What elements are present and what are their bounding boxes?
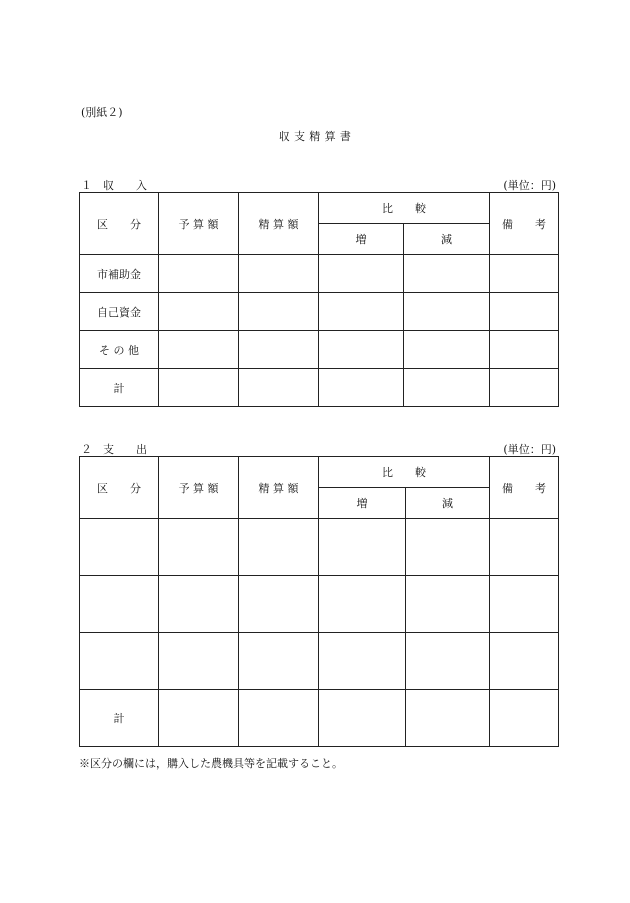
expense-increase-cell[interactable] [319,576,406,633]
income-remarks-cell[interactable] [490,255,559,293]
table-row [80,633,559,690]
table-row [80,255,559,293]
income-settlement-cell[interactable] [239,293,319,331]
income-settlement-cell[interactable] [239,255,319,293]
expense-decrease-cell[interactable] [406,576,490,633]
expense-unit-label: (単位：円) [503,443,556,456]
expense-decrease-cell[interactable] [406,690,490,747]
expense-budget-cell[interactable] [159,633,239,690]
expense-header-settlement: 精 算 額 [239,457,319,519]
income-increase-cell[interactable] [319,293,404,331]
income-increase-cell[interactable] [319,369,404,407]
income-row-label: 自己資金 [80,293,159,331]
income-settlement-cell[interactable] [239,331,319,369]
income-settlement-cell[interactable] [239,369,319,407]
income-header-budget: 予 算 額 [159,193,239,255]
expense-increase-cell[interactable] [319,633,406,690]
table-row [80,331,559,369]
expense-remarks-cell[interactable] [490,690,559,747]
income-remarks-cell[interactable] [490,293,559,331]
income-decrease-cell[interactable] [404,369,490,407]
income-budget-cell[interactable] [159,293,239,331]
expense-row-label[interactable] [80,633,159,690]
expense-section-title: ２ 支 出 [81,443,147,456]
income-budget-cell[interactable] [159,255,239,293]
expense-header-decrease: 減 [406,488,490,519]
income-budget-cell[interactable] [159,369,239,407]
expense-decrease-cell[interactable] [406,633,490,690]
table-row [80,576,559,633]
expense-header-increase: 増 [319,488,406,519]
expense-settlement-cell[interactable] [239,690,319,747]
footnote: ※区分の欄には，購入した農機具等を記載すること。 [79,757,343,770]
income-header-increase: 増 [319,224,404,255]
income-decrease-cell[interactable] [404,331,490,369]
expense-budget-cell[interactable] [159,519,239,576]
income-remarks-cell[interactable] [490,331,559,369]
income-section-title: １ 収 入 [81,179,147,192]
expense-settlement-cell[interactable] [239,576,319,633]
expense-increase-cell[interactable] [319,519,406,576]
income-increase-cell[interactable] [319,255,404,293]
expense-budget-cell[interactable] [159,576,239,633]
income-header-decrease: 減 [404,224,490,255]
expense-increase-cell[interactable] [319,690,406,747]
income-header-remarks: 備 考 [490,193,559,255]
expense-settlement-cell[interactable] [239,519,319,576]
income-decrease-cell[interactable] [404,255,490,293]
income-increase-cell[interactable] [319,331,404,369]
expense-header-remarks: 備 考 [490,457,559,519]
income-remarks-cell[interactable] [490,369,559,407]
income-total-label: 計 [80,369,159,407]
income-table [79,192,559,407]
income-row-label: そ の 他 [80,331,159,369]
expense-settlement-cell[interactable] [239,633,319,690]
income-unit-label: (単位：円) [503,179,556,192]
income-decrease-cell[interactable] [404,293,490,331]
table-row-total [80,369,559,407]
expense-decrease-cell[interactable] [406,519,490,576]
document-title: 収 支 精 算 書 [278,130,352,143]
expense-header-comparison: 比 較 [319,457,490,488]
expense-remarks-cell[interactable] [490,519,559,576]
table-row [80,519,559,576]
income-header-category: 区 分 [80,193,159,255]
income-row-label: 市補助金 [80,255,159,293]
expense-remarks-cell[interactable] [490,576,559,633]
table-row-total [80,690,559,747]
expense-header-budget: 予 算 額 [159,457,239,519]
expense-remarks-cell[interactable] [490,633,559,690]
expense-header-category: 区 分 [80,457,159,519]
expense-row-label[interactable] [80,576,159,633]
expense-table [79,456,559,747]
expense-row-label[interactable] [80,519,159,576]
income-header-comparison: 比 較 [319,193,490,224]
table-row [80,293,559,331]
expense-total-label: 計 [80,690,159,747]
income-header-settlement: 精 算 額 [239,193,319,255]
expense-budget-cell[interactable] [159,690,239,747]
document-reference: (別紙２) [81,106,123,119]
income-budget-cell[interactable] [159,331,239,369]
